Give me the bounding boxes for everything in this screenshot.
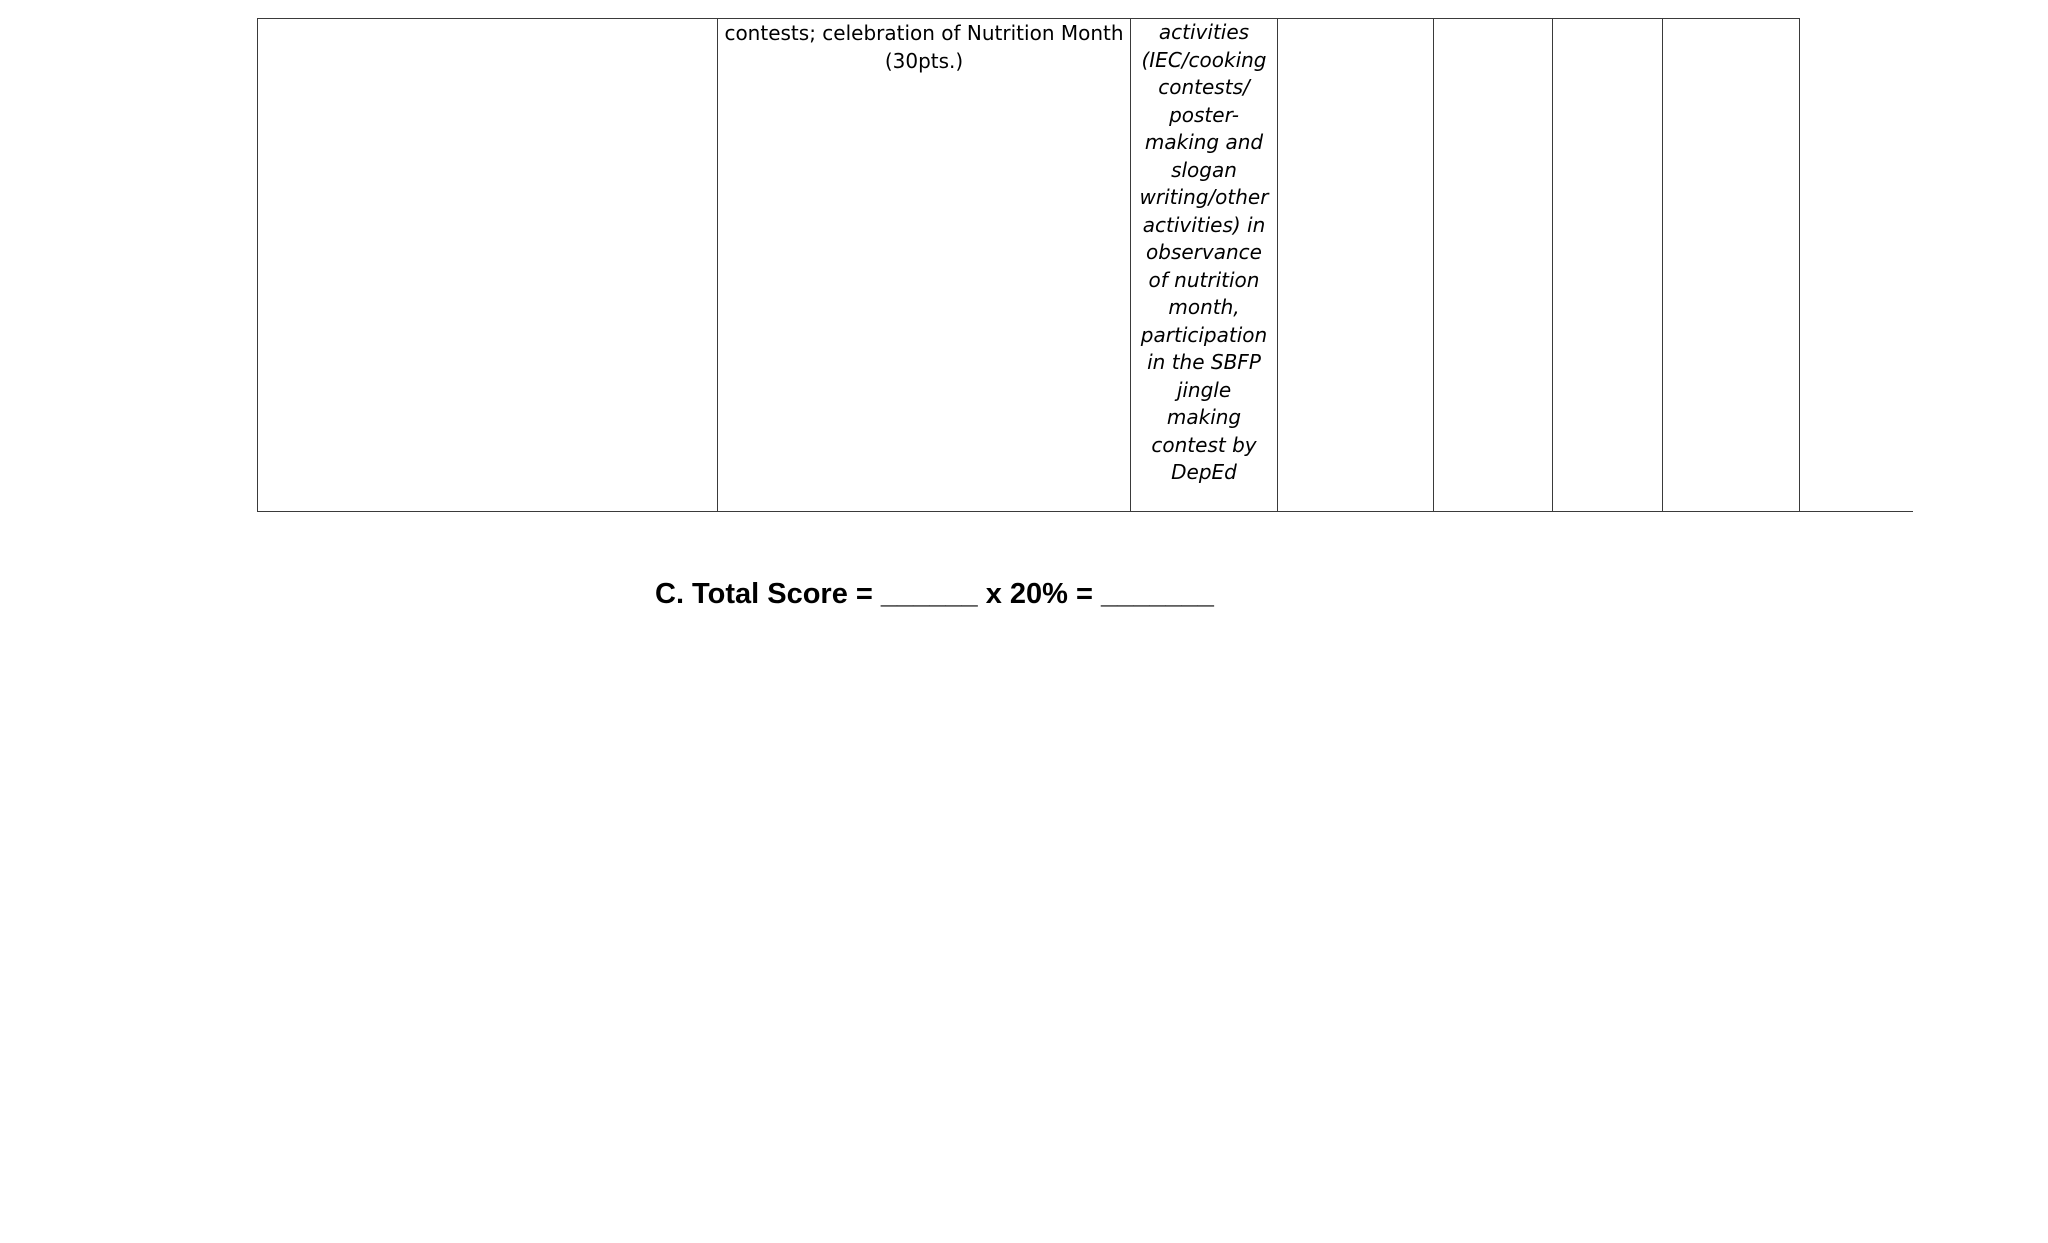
- score-cell-3: [1553, 19, 1663, 512]
- score-cell-2: [1434, 19, 1553, 512]
- criteria-text: contests; celebration of Nutrition Month (30pts.): [724, 21, 1124, 73]
- table-bottom-rule-extension: [1795, 511, 1913, 512]
- means-of-verification-text: activities (IEC/cooking contests/ poster- making and slogan writing/other activities) in observance of nutrition month, participation in the SBFP jingle making contest by DepEd: [1139, 20, 1269, 484]
- score-cell-1: [1278, 19, 1434, 512]
- score-cell-4: [1663, 19, 1800, 512]
- scoring-table-wrapper: [257, 18, 1800, 512]
- criteria-cell: [718, 19, 1131, 512]
- table-row: [258, 19, 1800, 512]
- means-of-verification-cell: [1131, 19, 1278, 512]
- scoring-table: [257, 18, 1800, 512]
- indicator-cell: [258, 19, 718, 512]
- total-score-line: C. Total Score = ______ x 20% = _______: [655, 578, 1214, 610]
